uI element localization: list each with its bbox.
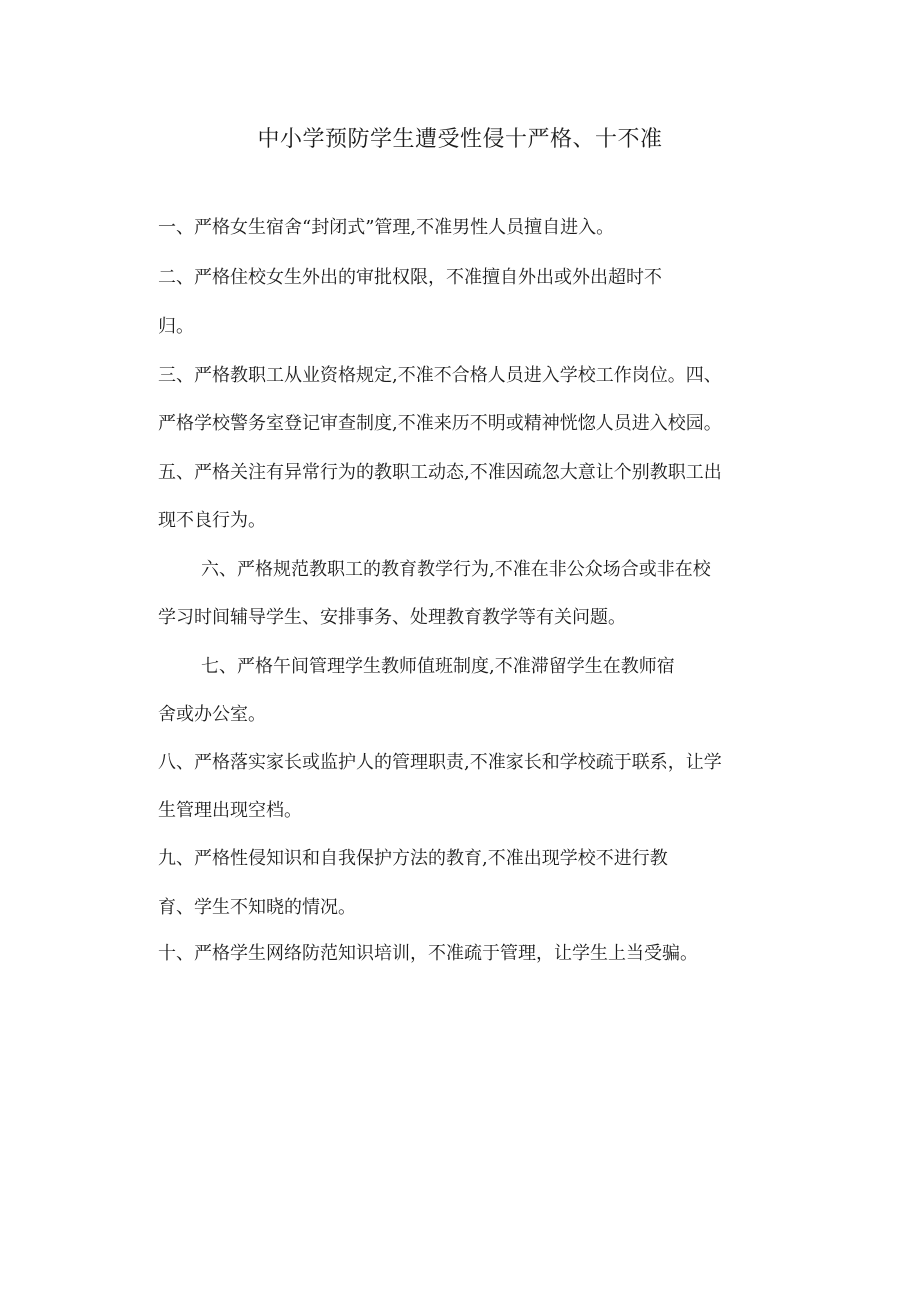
text-line-16: 十、严格学生网络防范知识培训，不准疏于管理，让学生上当受骗。	[158, 943, 698, 964]
text-line-3: 归。	[158, 316, 194, 337]
text-line-2: 二、严格住校女生外出的审批权限，不准擅自外出或外出超时不	[158, 267, 662, 288]
text-line-5: 严格学校警务室登记审查制度,不准来历不明或精神恍惚人员进入校园。	[158, 413, 722, 434]
text-line-12: 八、严格落实家长或监护人的管理职责,不准家长和学校疏于联系，让学	[158, 752, 722, 773]
text-line-15: 育、学生不知晓的情况。	[158, 897, 356, 918]
text-line-4: 三、严格教职工从业资格规定,不准不合格人员进入学校工作岗位。四、	[158, 365, 722, 386]
text-line-1: 一、严格女生宿舍“封闭式”管理,不准男性人员擅自进入。	[158, 217, 615, 238]
text-line-14: 九、严格性侵知识和自我保护方法的教育,不准出现学校不进行教	[158, 848, 668, 869]
page-title: 中小学预防学生遭受性侵十严格、十不准	[257, 127, 663, 152]
text-line-8: 六、严格规范教职工的教育教学行为,不准在非公众场合或非在校	[201, 559, 711, 580]
text-line-13: 生管理出现空档。	[158, 800, 302, 821]
text-line-7: 现不良行为。	[158, 510, 266, 531]
text-line-10: 七、严格午间管理学生教师值班制度,不准滞留学生在教师宿	[201, 656, 675, 677]
text-line-9: 学习时间辅导学生、安排事务、处理教育教学等有关问题。	[158, 607, 626, 628]
text-line-6: 五、严格关注有异常行为的教职工动态,不准因疏忽大意让个别教职工出	[158, 462, 722, 483]
text-line-11: 舍或办公室。	[158, 704, 266, 725]
